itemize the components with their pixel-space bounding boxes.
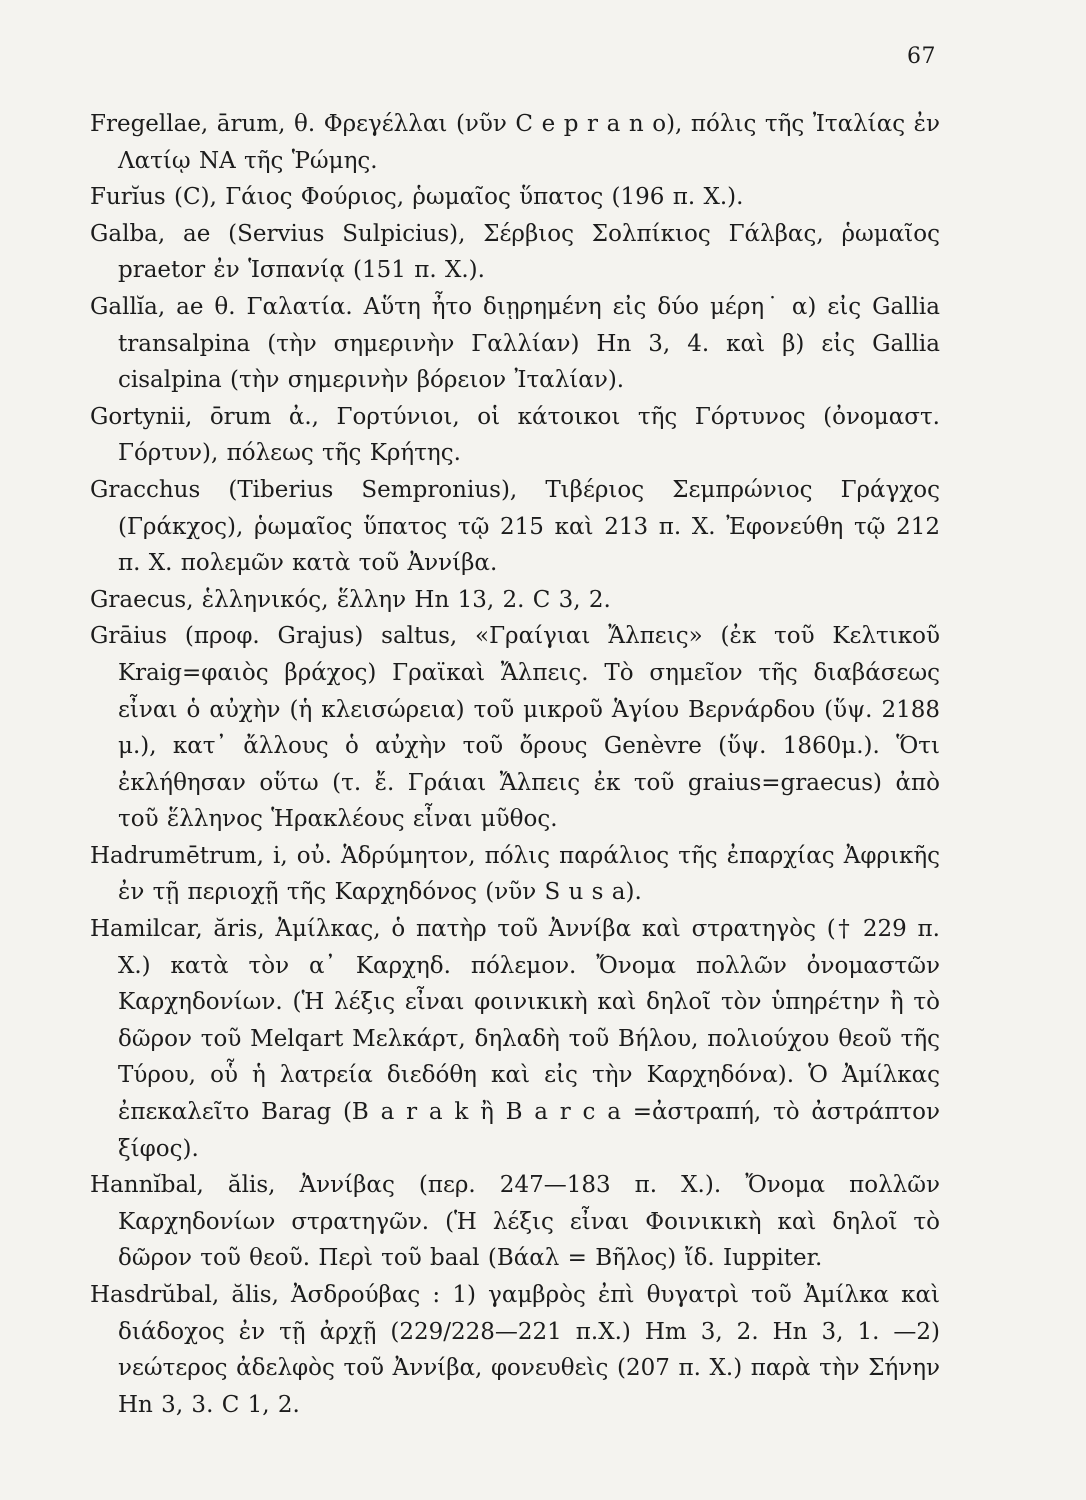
entry-gallia: Gallĭa, ae θ. Γαλατία. Αὕτη ἦτο διῃρημένη εἰς δύο μέρη˙ α) εἰς Gallia transalpina (τὴν σημερινὴν Γαλλίαν) Hn 3, 4. καὶ β) εἰς Gallia cisalpina (τὴν σημερινὴν βόρειον Ἰταλίαν). xyxy=(90,293,940,394)
entry-hasdrubal: Hasdrŭbal, ălis, Ἀσδρούβας : 1) γαμβρὸς ἐπὶ θυγατρὶ τοῦ Ἀμίλκα καὶ διάδοχος ἐν τῇ ἀρχῇ (229/228—221 π.Χ.) Hm 3, 2. Hn 3, 1. —2) νεώτερος ἀδελφὸς τοῦ Ἀννίβα, φονευθεὶς (207 π. Χ.) παρὰ τὴν Σήνην Hn 3, 3. C 1, 2. xyxy=(90,1282,940,1418)
entry-graius: Grāius (προφ. Grajus) saltus, «Γραίγιαι Ἄλπεις» (ἐκ τοῦ Κελτικοῦ Kraig=φαιὸς βράχος) Γραϊκαὶ Ἄλπεις. Τὸ σημεῖον τῆς διαβάσεως εἶναι ὁ αὐχὴν (ἡ κλεισώρεια) τοῦ μικροῦ Ἁγίου Βερνάρδου (ὕψ. 2188 μ.), κατ᾽ ἄλλους ὁ αὐχὴν τοῦ ὄρους Genèvre (ὕψ. 1860μ.). Ὅτι ἐκλήθησαν οὕτω (τ. ἔ. Γράιαι Ἄλπεις ἐκ τοῦ graius=graecus) ἀπὸ τοῦ ἕλληνος Ἡρακλέους εἶναι μῦθος. xyxy=(90,623,940,833)
entry-fregellae: Fregellae, ārum, θ. Φρεγέλλαι (νῦν C e p r a n o), πόλις τῆς Ἰταλίας ἐν Λατίῳ ΝΑ τῆς Ῥώμης. xyxy=(90,111,940,174)
dictionary-entries xyxy=(90,106,940,1423)
entry-hannibal: Hannĭbal, ălis, Ἀννίβας (περ. 247—183 π. Χ.). Ὄνομα πολλῶν Καρχηδονίων στρατηγῶν. (Ἡ λέξις εἶναι Φοινικικὴ καὶ δηλοῖ τὸ δῶρον τοῦ θεοῦ. Περὶ τοῦ baal (Βάαλ = Βῆλος) ἴδ. Iuppiter. xyxy=(90,1172,940,1272)
entry-galba: Galba, ae (Servius Sulpicius), Σέρβιος Σολπίκιος Γάλβας, ῥωμαῖος praetor ἐν Ἱσπανίᾳ (151 π. Χ.). xyxy=(90,220,940,284)
entry-gracchus: Gracchus (Tiberius Sempronius), Τιβέριος Σεμπρώνιος Γράγχος (Γράκχος), ῥωμαῖος ὕπατος τῷ 215 καὶ 213 π. Χ. Ἐφονεύθη τῷ 212 π. Χ. πολεμῶν κατὰ τοῦ Ἀννίβα. xyxy=(90,476,940,577)
page-number: 67 xyxy=(907,44,936,69)
entry-gortynii: Gortynii, ōrum ἀ., Γορτύνιοι, οἱ κάτοικοι τῆς Γόρτυνος (ὀνομαστ. Γόρτυν), πόλεως τῆς Κρήτης. xyxy=(90,403,940,467)
entry-hadrumetrum: Hadrumētrum, i, οὐ. Ἁδρύμητον, πόλις παράλιος τῆς ἐπαρχίας Ἀφρικῆς ἐν τῇ περιοχῇ τῆς Καρχηδόνος (νῦν S u s a). xyxy=(90,842,940,906)
entry-hamilcar: Hamilcar, ăris, Ἀμίλκας, ὁ πατὴρ τοῦ Ἀννίβα καὶ στρατηγὸς († 229 π. Χ.) κατὰ τὸν α᾽ Καρχηδ. πόλεμον. Ὄνομα πολλῶν ὀνομαστῶν Καρχηδονίων. (Ἡ λέξις εἶναι φοινικικὴ καὶ δηλοῖ τὸν ὑπηρέτην ἢ τὸ δῶρον τοῦ Melqart Μελκάρτ, δηλαδὴ τοῦ Βήλου, πολιούχου θεοῦ τῆς Τύρου, οὗ ἡ λατρεία διεδόθη καὶ εἰς τὴν Καρχηδόνα). Ὁ Ἀμίλκας ἐπεκαλεῖτο Barag (B a r a k ἢ B a r c a =ἀστραπή, τὸ ἀστράπτον ξίφος). xyxy=(90,916,940,1162)
entry-graecus: Graecus, ἑλληνικός, ἕλλην Hn 13, 2. C 3, 2. xyxy=(90,586,611,613)
entry-furius: Furĭus (C), Γάιος Φούριος, ῥωμαῖος ὕπατος (196 π. Χ.). xyxy=(90,184,744,211)
